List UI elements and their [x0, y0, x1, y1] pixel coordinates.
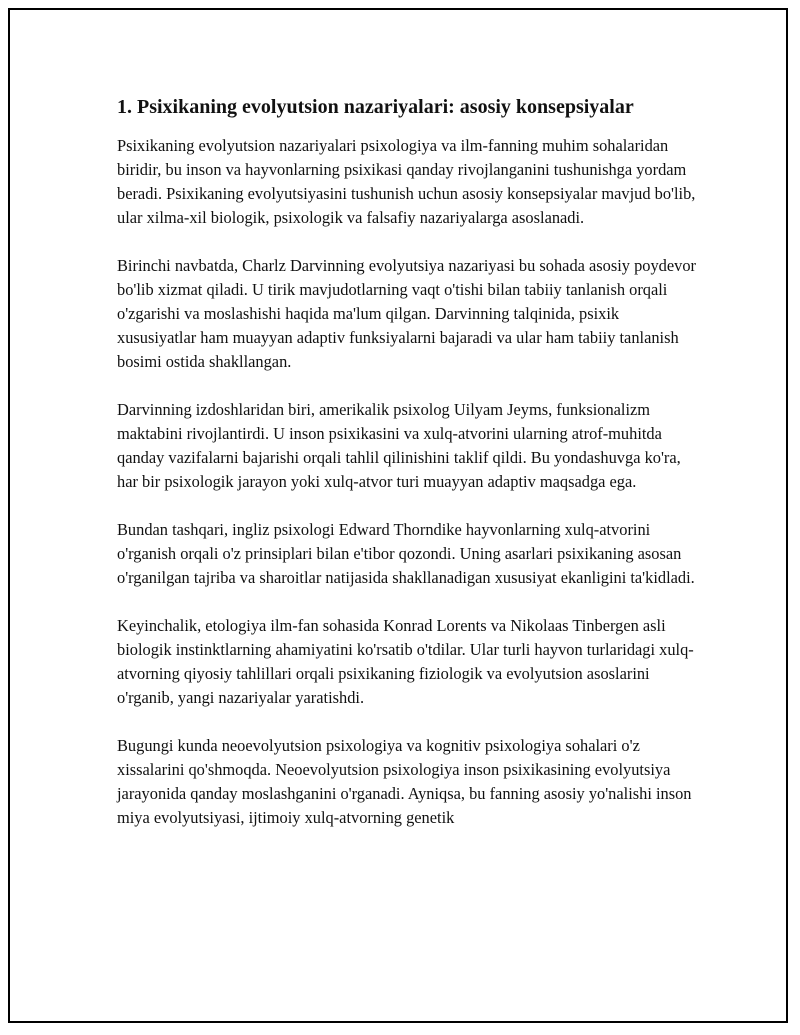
- document-body: [117, 94, 697, 854]
- paragraph-2: Birinchi navbatda, Charlz Darvinning evolyutsiya nazariyasi bu sohada asosiy poydevor bo'lib xizmat qiladi. U tirik mavjudotlarning vaqt o'tishi bilan tabiiy tanlanish orqali o'zgarishi va moslashishi haqida ma'lum qilgan. Darvinning talqinida, psixik xususiyatlar ham muayyan adaptiv funksiyalarni bajaradi va ular ham tabiiy tanlanish bosimi ostida shakllangan.: [117, 256, 696, 371]
- paragraph-1: Psixikaning evolyutsion nazariyalari psixologiya va ilm-fanning muhim sohalaridan biridir, bu inson va hayvonlarning psixikasi qanday rivojlanganini tushunishga yordam beradi. Psixikaning evolyutsiyasini tushunish uchun asosiy konsepsiyalar mavjud bo'lib, ular xilma-xil biologik, psixologik va falsafiy nazariyalarga asoslanadi.: [117, 136, 696, 227]
- document-title: 1. Psixikaning evolyutsion nazariyalari: asosiy konsepsiyalar: [117, 96, 634, 118]
- paragraph-4: Bundan tashqari, ingliz psixologi Edward Thorndike hayvonlarning xulq-atvorini o'rganish orqali o'z prinsiplari bilan e'tibor qozondi. Uning asarlari psixikaning asosan o'rganilgan tajriba va sharoitlar natijasida shakllanadigan xususiyat ekanligini ta'kidladi.: [117, 520, 695, 587]
- paragraph-3: Darvinning izdoshlaridan biri, amerikalik psixolog Uilyam Jeyms, funksionalizm maktabini rivojlantirdi. U inson psixikasini va xulq-atvorini ularning atrof-muhitda qanday vazifalarni bajarishi orqali tahlil qilinishini taklif qildi. Bu yondashuvga ko'ra, har bir psixologik jarayon yoki xulq-atvor turi muayyan adaptiv maqsadga ega.: [117, 400, 681, 491]
- paragraph-5: Keyinchalik, etologiya ilm-fan sohasida Konrad Lorents va Nikolaas Tinbergen asli biologik instinktlarning ahamiyatini ko'rsatib o'tdilar. Ular turli hayvon turlaridagi xulq-atvorning qiyosiy tahlillari orqali psixikaning fiziologik va evolyutsion asoslarini o'rganib, yangi nazariyalar yaratishdi.: [117, 616, 694, 707]
- paragraph-6: Bugungi kunda neoevolyutsion psixologiya va kognitiv psixologiya sohalari o'z xissalarini qo'shmoqda. Neoevolyutsion psixologiya inson psixikasining evolyutsiya jarayonida qanday moslashganini o'rganadi. Ayniqsa, bu fanning asosiy yo'nalishi inson miya evolyutsiyasi, ijtimoiy xulq-atvorning genetik: [117, 736, 692, 827]
